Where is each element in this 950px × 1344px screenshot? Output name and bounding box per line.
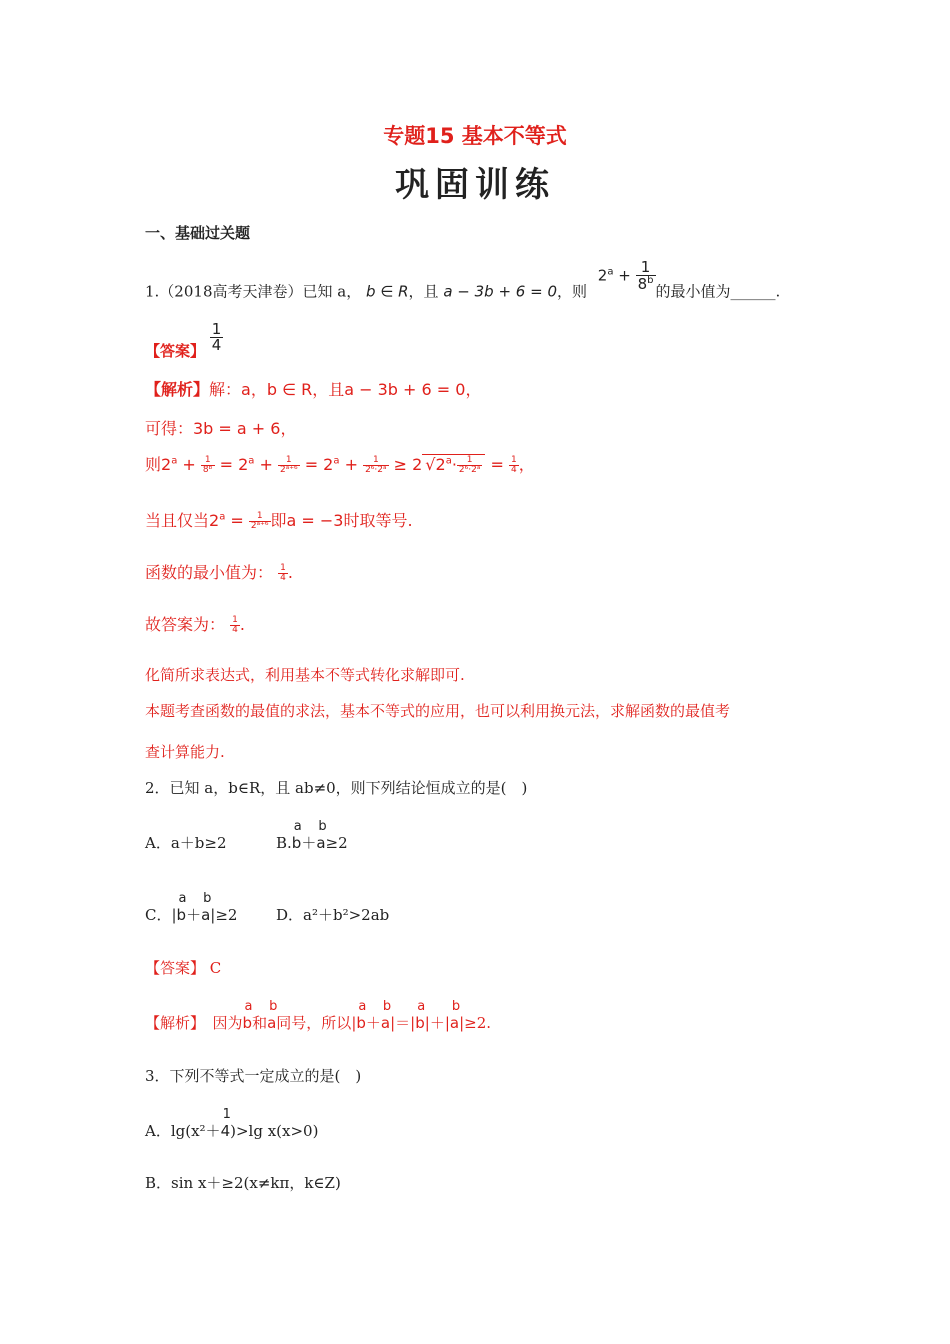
q2-analysis: 【解析】 因为 a b和 b a同号，所以| a b＋ b a|＝| a b|＋| b a|≥2.: [145, 999, 492, 1032]
q2-option-c: C．| a b＋ b a|≥2: [145, 891, 238, 924]
q1-a3-sqrt-base: 2: [435, 455, 446, 474]
q2-analysis-a: 因为: [212, 1014, 243, 1032]
q1-answer-fraction: [210, 322, 224, 353]
q1-a4-f-d: 2ᵃ⁺⁶: [250, 521, 269, 531]
q1-suffix: 的最小值为______.: [655, 282, 781, 301]
q1-a3-frac-1: [201, 456, 215, 475]
q1-f3-d: 2⁶·2ᵃ: [365, 465, 387, 475]
q1-analysis-text-1: 解：a，b ∈ R，且a − 3b + 6 = 0，: [209, 380, 482, 399]
q2-optC-prefix: C．: [145, 906, 172, 924]
q3-optA-prefix: A．lg(x²＋: [145, 1122, 221, 1140]
q2-option-a: A．a＋b≥2: [145, 834, 227, 852]
q1-note-3: 查计算能力.: [145, 743, 225, 761]
q1-a3-h: ≥ 2: [393, 455, 423, 474]
q1-a4-d: 即a = −3时取等号.: [270, 511, 413, 530]
q1-a3-g: +: [339, 455, 364, 474]
q1-a3-f: = 2: [304, 455, 334, 474]
q1-a3-j: ，: [518, 455, 535, 474]
q2-answer-label: 【答案】: [145, 959, 206, 977]
q1-f5-d: 4: [510, 465, 517, 475]
q2-optB-prefix: B.: [276, 834, 292, 852]
q1-condition-1: b ∈ R: [365, 282, 409, 301]
q1-f2-d: 2ᵃ⁺⁶: [279, 465, 298, 475]
q1-frac-den-exp: b: [647, 275, 654, 286]
q1-expr-exp: a: [607, 266, 614, 278]
q2-analysis-d: ≥2.: [464, 1014, 492, 1032]
q1-a5-f-n: 1: [280, 563, 286, 573]
q1-a5-text: 函数的最小值为：: [145, 563, 274, 582]
q1-a6-f-n: 1: [232, 615, 238, 625]
q2-analysis-c: 同号，所以: [276, 1014, 352, 1032]
q2-optB-suffix: ≥2: [325, 834, 348, 852]
q2-answer: [145, 957, 221, 978]
q1-note-1: 化简所求表达式，利用基本不等式转化求解即可.: [145, 666, 465, 684]
q3-optA-top: 1: [222, 1107, 231, 1122]
q1-answer-num: 1: [211, 320, 222, 338]
question-3: 3．下列不等式一定成立的是( ): [145, 1067, 362, 1085]
q3-option-b: B．sin x＋≥2(x≠kπ，k∈Z): [145, 1174, 341, 1192]
q2-option-d: D．a²＋b²>2ab: [276, 906, 390, 924]
q1-a4-f-n: 1: [249, 512, 271, 522]
q1-expression: [598, 260, 656, 292]
q1-a3-d: = 2: [219, 455, 249, 474]
q1-frac-den: 8: [637, 275, 648, 293]
q1-analysis-line-6: 故答案为： $\frac{1}{4}$ .: [145, 615, 245, 635]
q1-f1-n: 1: [201, 456, 215, 466]
q1-a3-sqrt-frac: [457, 456, 482, 475]
q1-a5-f-d: 4: [280, 573, 286, 583]
page-subtitle: 巩固训练: [395, 165, 555, 205]
q1-a3-frac-3: [363, 456, 388, 475]
q1-a3-b3: a: [333, 455, 340, 467]
q1-a3-sqrt: $√2^a\cdot$ $\frac{1}{\text{2⁶·2ᵃ}}$: [422, 454, 485, 474]
q1-condition-2: a − 3b + 6 = 0: [443, 282, 557, 301]
q1-mid: ，且: [408, 282, 439, 301]
q3-option-a: [145, 1107, 319, 1141]
q1-a3-e: +: [254, 455, 278, 474]
q1-analysis-label: 【解析】: [145, 380, 210, 399]
q1-a3-i: =: [490, 455, 509, 474]
q1-a3-sqrt-exp: a: [445, 455, 452, 467]
q1-answer: [145, 320, 223, 367]
q1-frac-num: 1: [636, 260, 656, 276]
q1-a3-a: 则2: [145, 455, 172, 474]
q1-a4-c: =: [225, 511, 249, 530]
q1-expr-plus: +: [618, 266, 631, 285]
q1-a3-frac-5: [509, 456, 519, 475]
q1-a4-b: a: [219, 511, 226, 523]
question-2: 2．已知 a，b∈R，且 ab≠0，则下列结论恒成立的是( ): [145, 779, 528, 797]
q1-analysis-line-4: [145, 508, 413, 531]
q1-f2-n: 1: [278, 456, 300, 466]
q3-optA-suffix: )>lg x(x>0): [230, 1122, 319, 1140]
q3-optA-four: 4: [220, 1122, 231, 1140]
q1-a3-b2: a: [248, 455, 255, 467]
q1-a3-frac-2: [278, 456, 300, 475]
q1-answer-label: 【答案】: [145, 342, 206, 360]
q1-f4-n: 1: [457, 456, 482, 466]
q1-analysis-line-2: 可得：3b = a + 6，: [145, 419, 297, 438]
q2-answer-value: C: [209, 959, 222, 977]
q1-a6-text: 故答案为：: [145, 615, 226, 634]
q1-a3-b: a: [171, 455, 178, 467]
q1-prefix: 1.（2018高考天津卷）已知 a，: [145, 282, 362, 301]
q1-f3-n: 1: [363, 456, 388, 466]
q1-mid2: ，则: [557, 282, 588, 301]
q2-option-b: B. a b＋ b a≥2: [276, 819, 348, 852]
q1-f1-d: 8ᵇ: [202, 465, 213, 475]
q1-note-2: 本题考查函数的最值的求法，基本不等式的应用，也可以利用换元法，求解函数的最值考: [145, 702, 731, 720]
q1-analysis-line-3: [145, 452, 535, 475]
q1-analysis-line-1: [145, 377, 481, 400]
section-heading: 一、基础过关题: [145, 224, 251, 242]
q1-a4-frac: [249, 512, 271, 531]
q1-expr-base: 2: [597, 266, 608, 285]
q1-a3-c: +: [177, 455, 201, 474]
q1-a4-a: 当且仅当2: [145, 511, 220, 530]
q1-f5-n: 1: [510, 455, 517, 465]
q2-analysis-label: 【解析】: [145, 1014, 198, 1032]
q1-analysis-line-5: 函数的最小值为： $\frac{1}{4}$ .: [145, 563, 293, 583]
q1-a5-frac: [278, 564, 288, 583]
q1-f4-d: 2⁶·2ᵃ: [458, 465, 481, 475]
q2-optC-suffix: ≥2: [215, 906, 238, 924]
q1-expr-fraction: [636, 260, 656, 292]
q2-analysis-b: 和: [252, 1014, 268, 1032]
question-1: [145, 258, 781, 308]
page-title: 专题15 基本不等式: [383, 124, 567, 148]
q1-a6-f-d: 4: [232, 625, 238, 635]
q1-answer-den: 4: [211, 336, 222, 354]
q1-a6-frac: [230, 616, 240, 635]
